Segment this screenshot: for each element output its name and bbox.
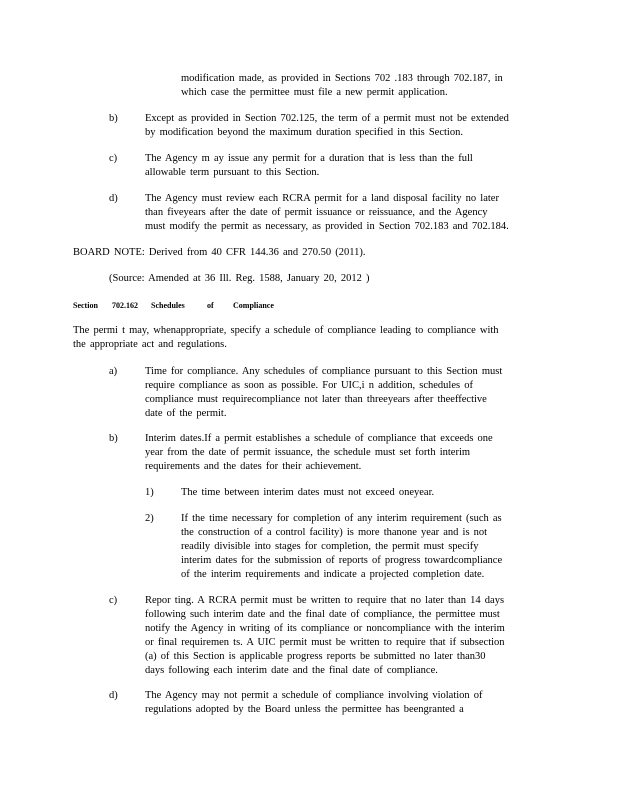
section-number: 702.162 bbox=[112, 301, 138, 310]
text-line: allowable term pursuant to this Section. bbox=[145, 167, 320, 178]
text-line: year from the date of permit issuance, the schedule must set forth interim bbox=[145, 447, 471, 458]
text-line: modification made, as provided in Sections 702 .183 through 702.187, in bbox=[181, 73, 503, 84]
item-label: a) bbox=[109, 366, 118, 377]
text-line: requirements and the dates for their achievement. bbox=[145, 461, 362, 472]
text-line: Interim dates.If a permit establishes a schedule of compliance that exceeds one bbox=[145, 433, 493, 444]
text-line: The permi t may, whenappropriate, specify a schedule of compliance leading to compliance with bbox=[73, 325, 499, 336]
text-line: require compliance as soon as possible. For UIC,i n addition, schedules of bbox=[145, 380, 473, 391]
text-line: regulations adopted by the Board unless the permittee has beengranted a bbox=[145, 704, 464, 715]
text-line: readily divisible into stages for completion, the permit must specify bbox=[181, 541, 479, 552]
text-line: by modification beyond the maximum duration specified in this Section. bbox=[145, 127, 463, 138]
text-line: The Agency m ay issue any permit for a duration that is less than the full bbox=[145, 153, 473, 164]
text-line: Repor ting. A RCRA permit must be written to require that no later than 14 days bbox=[145, 595, 505, 606]
text-line: days following each interim date and the final date of compliance. bbox=[145, 665, 438, 676]
text-line: the appropriate act and regulations. bbox=[73, 339, 227, 350]
item-label: c) bbox=[109, 595, 118, 606]
text-line: which case the permittee must file a new permit application. bbox=[181, 87, 448, 98]
text-line: If the time necessary for completion of any interim requirement (such as bbox=[181, 513, 502, 524]
text-line: of the interim requirements and indicate a projected completion date. bbox=[181, 569, 485, 580]
item-label: 2) bbox=[145, 513, 154, 524]
section-title-of: of bbox=[207, 301, 214, 310]
text-line: than fiveyears after the date of permit issuance or reissuance, and the Agency bbox=[145, 207, 488, 218]
text-line: Time for compliance. Any schedules of compliance pursuant to this Section must bbox=[145, 366, 503, 377]
board-note: BOARD NOTE: Derived from 40 CFR 144.36 and 270.50 (2011). bbox=[73, 247, 366, 258]
text-line: The Agency must review each RCRA permit for a land disposal facility no later bbox=[145, 193, 499, 204]
text-line: compliance must requirecompliance not later than threeyears after theeffective bbox=[145, 394, 487, 405]
section-word: Section bbox=[73, 301, 98, 310]
item-label: d) bbox=[109, 193, 118, 204]
item-label: 1) bbox=[145, 487, 154, 498]
text-line: Except as provided in Section 702.125, the term of a permit must not be extended bbox=[145, 113, 509, 124]
item-label: b) bbox=[109, 113, 118, 124]
text-line: (a) of this Section is applicable progress reports be submitted no later than30 bbox=[145, 651, 486, 662]
item-label: d) bbox=[109, 690, 118, 701]
text-line: must modify the permit as necessary, as provided in Section 702.183 and 702.184. bbox=[145, 221, 509, 232]
text-line: date of the permit. bbox=[145, 408, 227, 419]
section-title: Schedules bbox=[151, 301, 185, 310]
text-line: notify the Agency in writing of its compliance or noncompliance with the interim bbox=[145, 623, 505, 634]
text-line: or final requiremen ts. A UIC permit must be written to require that if subsection bbox=[145, 637, 505, 648]
item-label: c) bbox=[109, 153, 118, 164]
section-title-compliance: Compliance bbox=[233, 301, 274, 310]
source-note: (Source: Amended at 36 Ill. Reg. 1588, January 20, 2012 ) bbox=[109, 273, 370, 284]
text-line: the construction of a control facility) is more thanone year and is not bbox=[181, 527, 488, 538]
text-line: The time between interim dates must not exceed oneyear. bbox=[181, 487, 435, 498]
text-line: The Agency may not permit a schedule of compliance involving violation of bbox=[145, 690, 483, 701]
item-label: b) bbox=[109, 433, 118, 444]
text-line: interim dates for the submission of reports of progress towardcompliance bbox=[181, 555, 503, 566]
text-line: following such interim date and the final date of compliance, the permittee must bbox=[145, 609, 500, 620]
